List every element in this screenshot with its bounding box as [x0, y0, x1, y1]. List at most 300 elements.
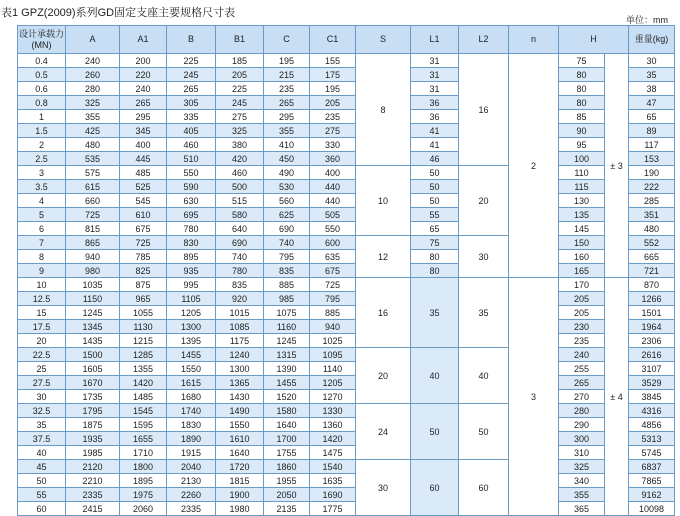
cell-c: 1755	[264, 446, 310, 460]
cell-weight: 65	[629, 110, 675, 124]
cell-a: 535	[66, 152, 120, 166]
cell-c: 1955	[264, 474, 310, 488]
cell-c: 235	[264, 82, 310, 96]
cell-h: 280	[559, 404, 605, 418]
cell-h: 95	[559, 138, 605, 152]
cell-weight: 153	[629, 152, 675, 166]
table-row	[18, 236, 675, 250]
cell-c: 410	[264, 138, 310, 152]
cell-a1: 610	[120, 208, 167, 222]
header-cell: L2	[459, 26, 509, 54]
cell-a: 280	[66, 82, 120, 96]
header-cell: L1	[411, 26, 459, 54]
cell-c: 885	[264, 278, 310, 292]
cell-h: 205	[559, 306, 605, 320]
cell-b: 2335	[167, 502, 216, 516]
cell-h: 150	[559, 236, 605, 250]
cell-b: 1205	[167, 306, 216, 320]
cell-c1: 235	[310, 110, 356, 124]
cell-a1: 1710	[120, 446, 167, 460]
table-row	[18, 418, 675, 432]
cell-weight: 10098	[629, 502, 675, 516]
cell-c: 740	[264, 236, 310, 250]
cell-a1: 1285	[120, 348, 167, 362]
cell-l1: 50	[411, 180, 459, 194]
cell-c1: 940	[310, 320, 356, 334]
cell-a1: 1595	[120, 418, 167, 432]
cell-a: 1985	[66, 446, 120, 460]
header-cell: 设计承载力(MN)	[18, 26, 66, 54]
cell-a: 240	[66, 54, 120, 68]
cell-b: 335	[167, 110, 216, 124]
cell-a1: 1055	[120, 306, 167, 320]
cell-load: 2.5	[18, 152, 66, 166]
table-body	[18, 54, 675, 516]
cell-c1: 1690	[310, 488, 356, 502]
cell-a1: 220	[120, 68, 167, 82]
cell-b1: 640	[216, 222, 264, 236]
cell-b: 265	[167, 82, 216, 96]
cell-h: 115	[559, 180, 605, 194]
cell-h: 145	[559, 222, 605, 236]
cell-load: 17.5	[18, 320, 66, 334]
cell-b1: 460	[216, 166, 264, 180]
cell-a: 1605	[66, 362, 120, 376]
cell-c1: 725	[310, 278, 356, 292]
cell-a: 480	[66, 138, 120, 152]
cell-b1: 580	[216, 208, 264, 222]
cell-s: 10	[356, 166, 411, 236]
cell-a1: 2060	[120, 502, 167, 516]
cell-h: 310	[559, 446, 605, 460]
cell-load: 45	[18, 460, 66, 474]
cell-a1: 785	[120, 250, 167, 264]
cell-b1: 1365	[216, 376, 264, 390]
cell-b: 2130	[167, 474, 216, 488]
cell-h: 75	[559, 54, 605, 68]
cell-s: 16	[356, 278, 411, 348]
cell-n: 2	[509, 54, 559, 278]
header-cell: A1	[120, 26, 167, 54]
cell-c1: 1475	[310, 446, 356, 460]
cell-weight: 1266	[629, 292, 675, 306]
cell-c: 690	[264, 222, 310, 236]
table-row	[18, 152, 675, 166]
table-row	[18, 502, 675, 516]
cell-load: 8	[18, 250, 66, 264]
cell-b: 630	[167, 194, 216, 208]
cell-l1: 65	[411, 222, 459, 236]
cell-load: 27.5	[18, 376, 66, 390]
table-row	[18, 404, 675, 418]
cell-c1: 330	[310, 138, 356, 152]
cell-load: 22.5	[18, 348, 66, 362]
cell-l2: 20	[459, 166, 509, 236]
cell-a: 940	[66, 250, 120, 264]
cell-b: 895	[167, 250, 216, 264]
cell-b: 590	[167, 180, 216, 194]
cell-c1: 1140	[310, 362, 356, 376]
cell-load: 3.5	[18, 180, 66, 194]
cell-l1: 41	[411, 124, 459, 138]
cell-load: 0.4	[18, 54, 66, 68]
table-row	[18, 96, 675, 110]
cell-b: 1830	[167, 418, 216, 432]
cell-l1: 35	[411, 278, 459, 348]
cell-weight: 35	[629, 68, 675, 82]
cell-c1: 205	[310, 96, 356, 110]
table-row	[18, 54, 675, 68]
cell-a1: 1655	[120, 432, 167, 446]
cell-h: 205	[559, 292, 605, 306]
cell-b: 405	[167, 124, 216, 138]
cell-load: 0.8	[18, 96, 66, 110]
cell-h: 80	[559, 82, 605, 96]
cell-b1: 1085	[216, 320, 264, 334]
cell-a: 660	[66, 194, 120, 208]
cell-b1: 1300	[216, 362, 264, 376]
cell-load: 6	[18, 222, 66, 236]
cell-b1: 500	[216, 180, 264, 194]
cell-l1: 31	[411, 82, 459, 96]
cell-c: 1075	[264, 306, 310, 320]
cell-load: 55	[18, 488, 66, 502]
cell-b1: 1640	[216, 446, 264, 460]
cell-b: 1890	[167, 432, 216, 446]
cell-a: 575	[66, 166, 120, 180]
cell-weight: 2306	[629, 334, 675, 348]
header-cell: B1	[216, 26, 264, 54]
cell-weight: 1964	[629, 320, 675, 334]
cell-b1: 1610	[216, 432, 264, 446]
cell-c: 560	[264, 194, 310, 208]
cell-s: 24	[356, 404, 411, 460]
table-row	[18, 194, 675, 208]
cell-h: 240	[559, 348, 605, 362]
cell-l1: 36	[411, 96, 459, 110]
cell-c: 795	[264, 250, 310, 264]
cell-h: 300	[559, 432, 605, 446]
cell-h: 265	[559, 376, 605, 390]
cell-b1: 740	[216, 250, 264, 264]
cell-b: 935	[167, 264, 216, 278]
cell-b: 2040	[167, 460, 216, 474]
cell-c1: 275	[310, 124, 356, 138]
cell-a: 2120	[66, 460, 120, 474]
cell-load: 1	[18, 110, 66, 124]
cell-weight: 38	[629, 82, 675, 96]
cell-c1: 1270	[310, 390, 356, 404]
cell-a: 1670	[66, 376, 120, 390]
cell-l2: 30	[459, 236, 509, 278]
cell-c1: 675	[310, 264, 356, 278]
cell-c: 1160	[264, 320, 310, 334]
cell-c1: 600	[310, 236, 356, 250]
cell-l1: 50	[411, 404, 459, 460]
cell-b1: 1980	[216, 502, 264, 516]
cell-weight: 870	[629, 278, 675, 292]
header-cell: 重量(kg)	[629, 26, 675, 54]
cell-b1: 245	[216, 96, 264, 110]
cell-c1: 885	[310, 306, 356, 320]
header-cell: S	[356, 26, 411, 54]
table-row	[18, 110, 675, 124]
cell-load: 40	[18, 446, 66, 460]
cell-a1: 295	[120, 110, 167, 124]
cell-b1: 275	[216, 110, 264, 124]
cell-h: 80	[559, 96, 605, 110]
cell-a: 2415	[66, 502, 120, 516]
cell-c1: 1330	[310, 404, 356, 418]
cell-l2: 35	[459, 278, 509, 348]
cell-h: 255	[559, 362, 605, 376]
cell-h: 160	[559, 250, 605, 264]
cell-l1: 50	[411, 194, 459, 208]
cell-c: 625	[264, 208, 310, 222]
cell-h: 230	[559, 320, 605, 334]
cell-l1: 36	[411, 110, 459, 124]
header-cell: n	[509, 26, 559, 54]
cell-h: 290	[559, 418, 605, 432]
cell-s: 20	[356, 348, 411, 404]
cell-c1: 175	[310, 68, 356, 82]
cell-l1: 80	[411, 250, 459, 264]
table-row	[18, 124, 675, 138]
cell-load: 25	[18, 362, 66, 376]
cell-a: 725	[66, 208, 120, 222]
table-row	[18, 278, 675, 292]
cell-load: 1.5	[18, 124, 66, 138]
table-row	[18, 474, 675, 488]
cell-c: 295	[264, 110, 310, 124]
cell-h: 100	[559, 152, 605, 166]
table-row	[18, 376, 675, 390]
cell-a1: 240	[120, 82, 167, 96]
cell-b: 1395	[167, 334, 216, 348]
cell-a1: 1420	[120, 376, 167, 390]
cell-a1: 445	[120, 152, 167, 166]
cell-b: 2260	[167, 488, 216, 502]
cell-c1: 1360	[310, 418, 356, 432]
cell-weight: 7865	[629, 474, 675, 488]
cell-weight: 4316	[629, 404, 675, 418]
cell-a1: 1975	[120, 488, 167, 502]
cell-c1: 155	[310, 54, 356, 68]
cell-a1: 345	[120, 124, 167, 138]
table-row	[18, 348, 675, 362]
table-row	[18, 166, 675, 180]
cell-a: 1875	[66, 418, 120, 432]
cell-b: 1740	[167, 404, 216, 418]
cell-a: 2335	[66, 488, 120, 502]
cell-l2: 16	[459, 54, 509, 166]
cell-weight: 117	[629, 138, 675, 152]
header-cell: C	[264, 26, 310, 54]
cell-a1: 1485	[120, 390, 167, 404]
table-row	[18, 250, 675, 264]
cell-b: 510	[167, 152, 216, 166]
cell-a1: 265	[120, 96, 167, 110]
cell-load: 20	[18, 334, 66, 348]
cell-c: 1640	[264, 418, 310, 432]
cell-weight: 47	[629, 96, 675, 110]
cell-c1: 1095	[310, 348, 356, 362]
cell-h: 235	[559, 334, 605, 348]
cell-load: 37.5	[18, 432, 66, 446]
cell-weight: 89	[629, 124, 675, 138]
cell-b: 550	[167, 166, 216, 180]
cell-h-tolerance: ± 4	[605, 278, 629, 516]
cell-c1: 360	[310, 152, 356, 166]
cell-s: 30	[356, 460, 411, 516]
table-row	[18, 446, 675, 460]
cell-h: 110	[559, 166, 605, 180]
cell-a1: 1355	[120, 362, 167, 376]
cell-b1: 1900	[216, 488, 264, 502]
cell-load: 60	[18, 502, 66, 516]
cell-b1: 1175	[216, 334, 264, 348]
cell-weight: 190	[629, 166, 675, 180]
table-row	[18, 460, 675, 474]
cell-l1: 31	[411, 54, 459, 68]
cell-c: 1520	[264, 390, 310, 404]
cell-a1: 400	[120, 138, 167, 152]
cell-l1: 41	[411, 138, 459, 152]
cell-weight: 721	[629, 264, 675, 278]
cell-a1: 1800	[120, 460, 167, 474]
cell-h: 90	[559, 124, 605, 138]
cell-load: 7	[18, 236, 66, 250]
cell-b: 460	[167, 138, 216, 152]
table-row	[18, 222, 675, 236]
cell-a1: 485	[120, 166, 167, 180]
cell-c1: 440	[310, 180, 356, 194]
cell-c1: 1635	[310, 474, 356, 488]
cell-c1: 795	[310, 292, 356, 306]
cell-load: 3	[18, 166, 66, 180]
cell-a: 1035	[66, 278, 120, 292]
cell-h-tolerance: ± 3	[605, 54, 629, 278]
cell-load: 32.5	[18, 404, 66, 418]
cell-a: 1795	[66, 404, 120, 418]
cell-b1: 515	[216, 194, 264, 208]
cell-n: 3	[509, 278, 559, 516]
cell-weight: 480	[629, 222, 675, 236]
cell-a1: 1545	[120, 404, 167, 418]
cell-b1: 1815	[216, 474, 264, 488]
cell-weight: 552	[629, 236, 675, 250]
cell-a1: 545	[120, 194, 167, 208]
cell-weight: 3107	[629, 362, 675, 376]
cell-h: 170	[559, 278, 605, 292]
cell-l1: 46	[411, 152, 459, 166]
cell-a: 1935	[66, 432, 120, 446]
cell-load: 5	[18, 208, 66, 222]
cell-weight: 285	[629, 194, 675, 208]
cell-c: 530	[264, 180, 310, 194]
cell-c: 1390	[264, 362, 310, 376]
cell-b1: 920	[216, 292, 264, 306]
cell-b: 1615	[167, 376, 216, 390]
cell-load: 4	[18, 194, 66, 208]
cell-weight: 222	[629, 180, 675, 194]
cell-c: 215	[264, 68, 310, 82]
table-row	[18, 320, 675, 334]
table-row	[18, 180, 675, 194]
cell-load: 50	[18, 474, 66, 488]
cell-a1: 875	[120, 278, 167, 292]
cell-h: 80	[559, 68, 605, 82]
spec-table	[17, 25, 675, 516]
cell-a1: 1215	[120, 334, 167, 348]
table-row	[18, 68, 675, 82]
cell-a: 325	[66, 96, 120, 110]
cell-load: 35	[18, 418, 66, 432]
cell-b: 245	[167, 68, 216, 82]
cell-b1: 1720	[216, 460, 264, 474]
cell-b: 1455	[167, 348, 216, 362]
cell-b: 1105	[167, 292, 216, 306]
cell-b: 830	[167, 236, 216, 250]
cell-c1: 440	[310, 194, 356, 208]
cell-l1: 31	[411, 68, 459, 82]
cell-a1: 525	[120, 180, 167, 194]
header-cell: A	[66, 26, 120, 54]
cell-l2: 60	[459, 460, 509, 516]
cell-l1: 55	[411, 208, 459, 222]
cell-a: 1500	[66, 348, 120, 362]
cell-l1: 40	[411, 348, 459, 404]
cell-weight: 665	[629, 250, 675, 264]
cell-load: 15	[18, 306, 66, 320]
cell-b1: 380	[216, 138, 264, 152]
cell-c: 490	[264, 166, 310, 180]
cell-b: 695	[167, 208, 216, 222]
cell-a: 1345	[66, 320, 120, 334]
cell-a1: 200	[120, 54, 167, 68]
cell-weight: 9162	[629, 488, 675, 502]
cell-b1: 1240	[216, 348, 264, 362]
cell-l1: 60	[411, 460, 459, 516]
cell-l1: 50	[411, 166, 459, 180]
table-row	[18, 334, 675, 348]
cell-l2: 50	[459, 404, 509, 460]
cell-b1: 835	[216, 278, 264, 292]
table-row	[18, 208, 675, 222]
cell-weight: 6837	[629, 460, 675, 474]
cell-a1: 675	[120, 222, 167, 236]
cell-weight: 3845	[629, 390, 675, 404]
table-row	[18, 264, 675, 278]
cell-c: 1580	[264, 404, 310, 418]
cell-c1: 635	[310, 250, 356, 264]
cell-h: 355	[559, 488, 605, 502]
cell-s: 12	[356, 236, 411, 278]
cell-load: 12.5	[18, 292, 66, 306]
cell-c1: 550	[310, 222, 356, 236]
cell-c: 195	[264, 54, 310, 68]
cell-b1: 780	[216, 264, 264, 278]
cell-a: 425	[66, 124, 120, 138]
cell-weight: 4856	[629, 418, 675, 432]
cell-c1: 1205	[310, 376, 356, 390]
cell-weight: 5745	[629, 446, 675, 460]
table-row	[18, 432, 675, 446]
cell-h: 270	[559, 390, 605, 404]
cell-b: 780	[167, 222, 216, 236]
cell-b: 1550	[167, 362, 216, 376]
cell-weight: 2616	[629, 348, 675, 362]
